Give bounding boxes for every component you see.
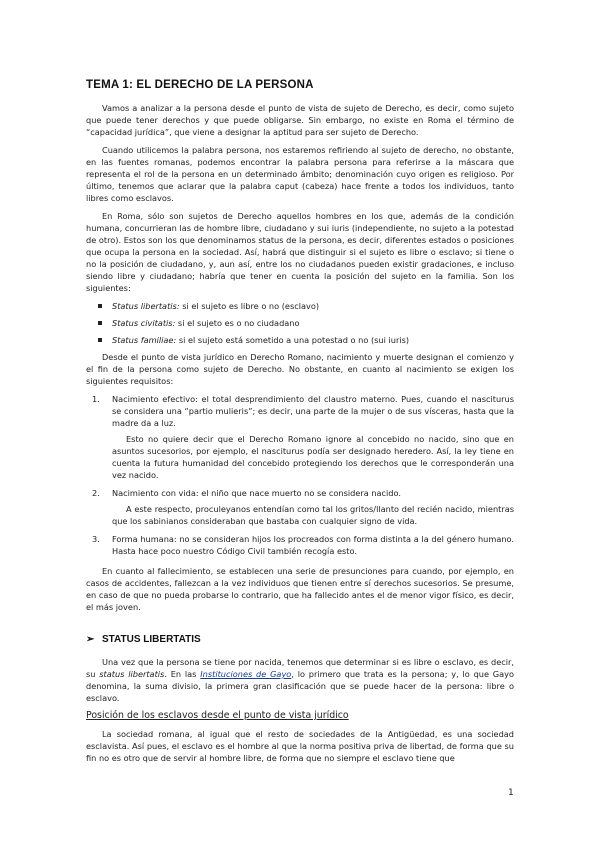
- list-number: 3.: [92, 534, 100, 544]
- status-desc: si el sujeto está sometido a una potestad o no (sui iuris): [176, 335, 410, 345]
- text-run: . En las: [164, 669, 201, 679]
- list-item: [92, 487, 514, 499]
- text-run: , lo primero que trata es la persona; y, lo que Gayo denomina, la suma divisio, la primera gran clasificación que se puede hacer de la persona: libre o esclavo.: [86, 669, 514, 703]
- section-heading-text: STATUS LIBERTATIS: [102, 634, 201, 645]
- requirements-list: [86, 533, 514, 557]
- section-heading: [86, 634, 514, 646]
- list-number: 2.: [92, 488, 100, 498]
- status-term: Status libertatis:: [112, 301, 180, 311]
- list-item: [92, 393, 514, 429]
- status-list: [86, 300, 514, 346]
- paragraph-intro: Vamos a analizar a la persona desde el punto de vista de sujeto de Derecho, es decir, como sujeto que puede tener derechos y que puede obligarse. Sin embargo, no existe en Roma el término de “capacidad jurídica”, que viene a designar la aptitud para ser sujeto de Derecho.: [86, 103, 514, 137]
- subheading: Posición de los esclavos desde el punto de vista jurídico: [86, 710, 349, 721]
- requirements-list: [86, 487, 514, 499]
- paragraph-status: En Roma, sólo son sujetos de Derecho aquellos hombres en los que, además de la condición humana, concurrieran las de hombre libre, ciudadano y sui iuris (independiente, no sujeto a la potestad de otro). Estos son los que denominamos status de la persona, es decir, diferentes estados o posiciones que ocupa la persona en la sociedad. Así, habrá que distinguir si el sujeto es libre o esclavo; si tiene o no la posición de ciudadano, y, aun así, entre los no ciudadanos pueden existir gradaciones, e incluso siendo libre y ciudadano; habría que tener en cuenta la posición del sujeto en la familia. Son los siguientes:: [86, 211, 514, 293]
- list-item: [92, 533, 514, 557]
- instituciones-gayo-link[interactable]: Instituciones de Gayo: [200, 669, 292, 679]
- requirements-list: [86, 393, 514, 429]
- paragraph-esclavos: La sociedad romana, al igual que el resto de sociedades de la Antigüedad, es una sociedad esclavista. Así pues, el esclavo es el hombre al que la norma positiva priva de libertad, de forma que su fin no es otro que de servir al hombre libre, de forma que no siempre el esclavo tiene que: [86, 729, 514, 763]
- list-number: 1.: [92, 394, 100, 404]
- list-item: [112, 300, 514, 312]
- requirement-text: Nacimiento con vida: el niño que nace muerto no se considera nacido.: [112, 488, 401, 498]
- status-desc: si el sujeto es libre o no (esclavo): [179, 301, 320, 311]
- page-title: TEMA 1: EL DERECHO DE LA PERSONA: [86, 79, 314, 91]
- list-item: [112, 317, 514, 329]
- page-content: [86, 78, 514, 770]
- list-item: [112, 334, 514, 346]
- paragraph-status-libertatis: [86, 656, 514, 704]
- status-desc: si el sujeto es o no ciudadano: [175, 318, 300, 328]
- paragraph-nacimiento: Desde el punto de vista jurídico en Derecho Romano, nacimiento y muerte designan el comienzo y el fin de la persona como sujeto de Derecho. No obstante, en cuanto al nacimiento se exigen los siguientes requisitos:: [86, 352, 514, 386]
- text-run: Una vez que la persona se tiene por nacida, tenemos que determinar si es libre o esclavo, es decir, su: [86, 657, 514, 679]
- square-bullet-icon: [98, 321, 102, 325]
- paragraph-persona: Cuando utilicemos la palabra persona, nos estaremos refiriendo al sujeto de derecho, no obstante, en las fuentes romanas, podemos encontrar la palabra persona para referirse a la máscara que representa el rol de la persona en un determinado ámbito; denominación cuyo origen es religioso. Por último, tenemos que aclarar que la palabra caput (cabeza) hace frente a todos los individuos, tanto libres como esclavos.: [86, 145, 514, 203]
- paragraph-fallecimiento: En cuanto al fallecimiento, se establecen una serie de presunciones para cuando, por ejemplo, en casos de accidentes, fallezcan a la vez individuos que tienen entre sí derechos sucesorios. Se presume, en caso de que no pueda probarse lo contrario, que ha fallecido antes el de menor vigor físico, es decir, el más joven.: [86, 566, 514, 612]
- requirement-note: A este respecto, proculeyanos entendían como tal los gritos/llanto del recién nacido, mientras que los sabinianos consideraban que bastaba con cualquier signo de vida.: [112, 504, 514, 526]
- status-term: Status familiae:: [112, 335, 177, 345]
- requirement-note: Esto no quiere decir que el Derecho Romano ignore al concebido no nacido, sino que en asuntos sucesorios, por ejemplo, el nasciturus podía ser designado heredero. Así, la ley tiene en cuenta la futura humanidad del concebido protegiendo los derechos que le corresponderán una vez nacido.: [112, 434, 514, 480]
- square-bullet-icon: [98, 338, 102, 342]
- page-number: 1: [508, 788, 514, 798]
- text-run-italic: status libertatis: [99, 669, 165, 679]
- square-bullet-icon: [98, 304, 102, 308]
- requirement-text: Forma humana: no se consideran hijos los procreados con forma distinta a la del género humano. Hasta hace poco nuestro Código Civil también recogía esto.: [112, 534, 514, 556]
- status-term: Status civitatis:: [112, 318, 176, 328]
- requirement-text: Nacimiento efectivo: el total desprendimiento del claustro materno. Pues, cuando el nasciturus se considera una “partio mulieris”; es decir, una parte de la mujer o de sus vísceras, hasta que la madre da a luz.: [112, 394, 514, 428]
- arrow-bullet-icon: ➢: [86, 634, 95, 645]
